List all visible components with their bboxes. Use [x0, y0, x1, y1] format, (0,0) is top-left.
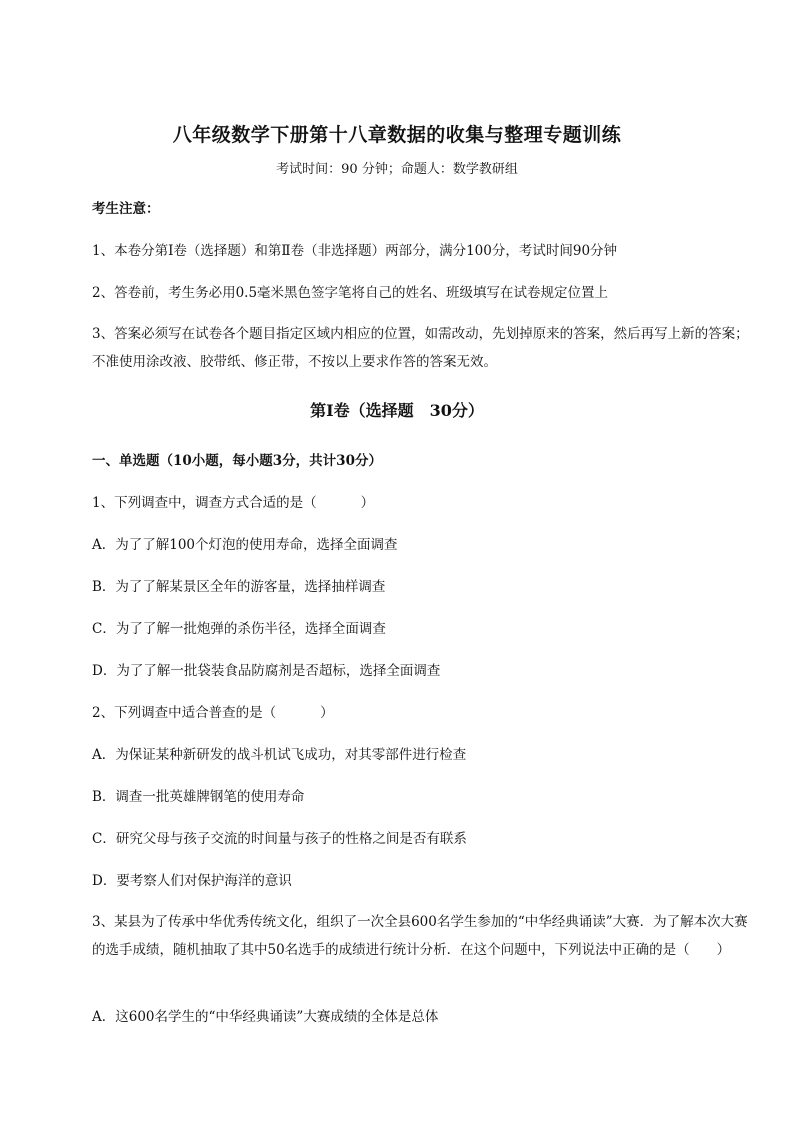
- question-3-stem: 3、某县为了传承中华优秀传统文化，组织了一次全县600名学生参加的“中华经典诵读”大赛．为了解本次大赛的选手成绩，随机抽取了其中50名选手的成绩进行统计分析．在这个问题中，下列说法中正确的是（ ）: [92, 914, 748, 958]
- question-2-option-a: A．为保证某种新研发的战斗机试飞成功，对其零部件进行检查: [92, 747, 467, 763]
- question-2-option-d: D．要考察人们对保护海洋的意识: [92, 873, 292, 889]
- question-1-stem: [92, 490, 732, 516]
- section-title-right: 30分）: [429, 401, 484, 420]
- section-title: [0, 398, 794, 421]
- question-2-stem: [92, 700, 732, 726]
- notice-item-1: 1、本卷分第Ⅰ卷（选择题）和第Ⅱ卷（非选择题）两部分，满分100分，考试时间90分钟: [92, 243, 618, 259]
- exam-subtitle: 考试时间：90 分钟；命题人：数学教研组: [276, 162, 518, 177]
- question-1-option-a: A．为了了解100个灯泡的使用寿命，选择全面调查: [92, 537, 398, 553]
- part-heading: 一、单选题（10小题，每小题3分，共计30分）: [92, 453, 382, 469]
- notice-item-2: 2、答卷前，考生务必用0.5毫米黑色签字笔将自己的姓名、班级填写在试卷规定位置上: [92, 285, 609, 301]
- question-2-stem-text: 2、下列调查中适合普查的是（: [92, 705, 277, 721]
- question-1-stem-text: 1、下列调查中，调查方式合适的是（: [92, 495, 317, 511]
- question-1-option-d: D．为了了解一批袋装食品防腐剂是否超标，选择全面调查: [92, 663, 441, 679]
- page-title: 八年级数学下册第十八章数据的收集与整理专题训练: [172, 124, 622, 146]
- notice-heading: 考生注意：: [92, 201, 160, 217]
- question-1-stem-close: ）: [360, 495, 375, 511]
- question-3-option-a: A．这600名学生的“中华经典诵读”大赛成绩的全体是总体: [92, 1009, 439, 1025]
- question-2-stem-close: ）: [320, 705, 334, 721]
- notice-item-3: 3、答案必须写在试卷各个题目指定区域内相应的位置，如需改动，先划掉原来的答案，然后再写上新的答案；不准使用涂改液、胶带纸、修正带，不按以上要求作答的答案无效。: [92, 326, 749, 370]
- question-2-option-b: B．调查一批英雄牌钢笔的使用寿命: [92, 789, 305, 805]
- section-title-left: 第Ⅰ卷（选择题: [310, 401, 414, 420]
- question-1-option-b: B．为了了解某景区全年的游客量，选择抽样调查: [92, 579, 386, 595]
- question-2-option-c: C．研究父母与孩子交流的时间量与孩子的性格之间是否有联系: [92, 831, 467, 847]
- question-1-option-c: C．为了了解一批炮弹的杀伤半径，选择全面调查: [92, 621, 386, 637]
